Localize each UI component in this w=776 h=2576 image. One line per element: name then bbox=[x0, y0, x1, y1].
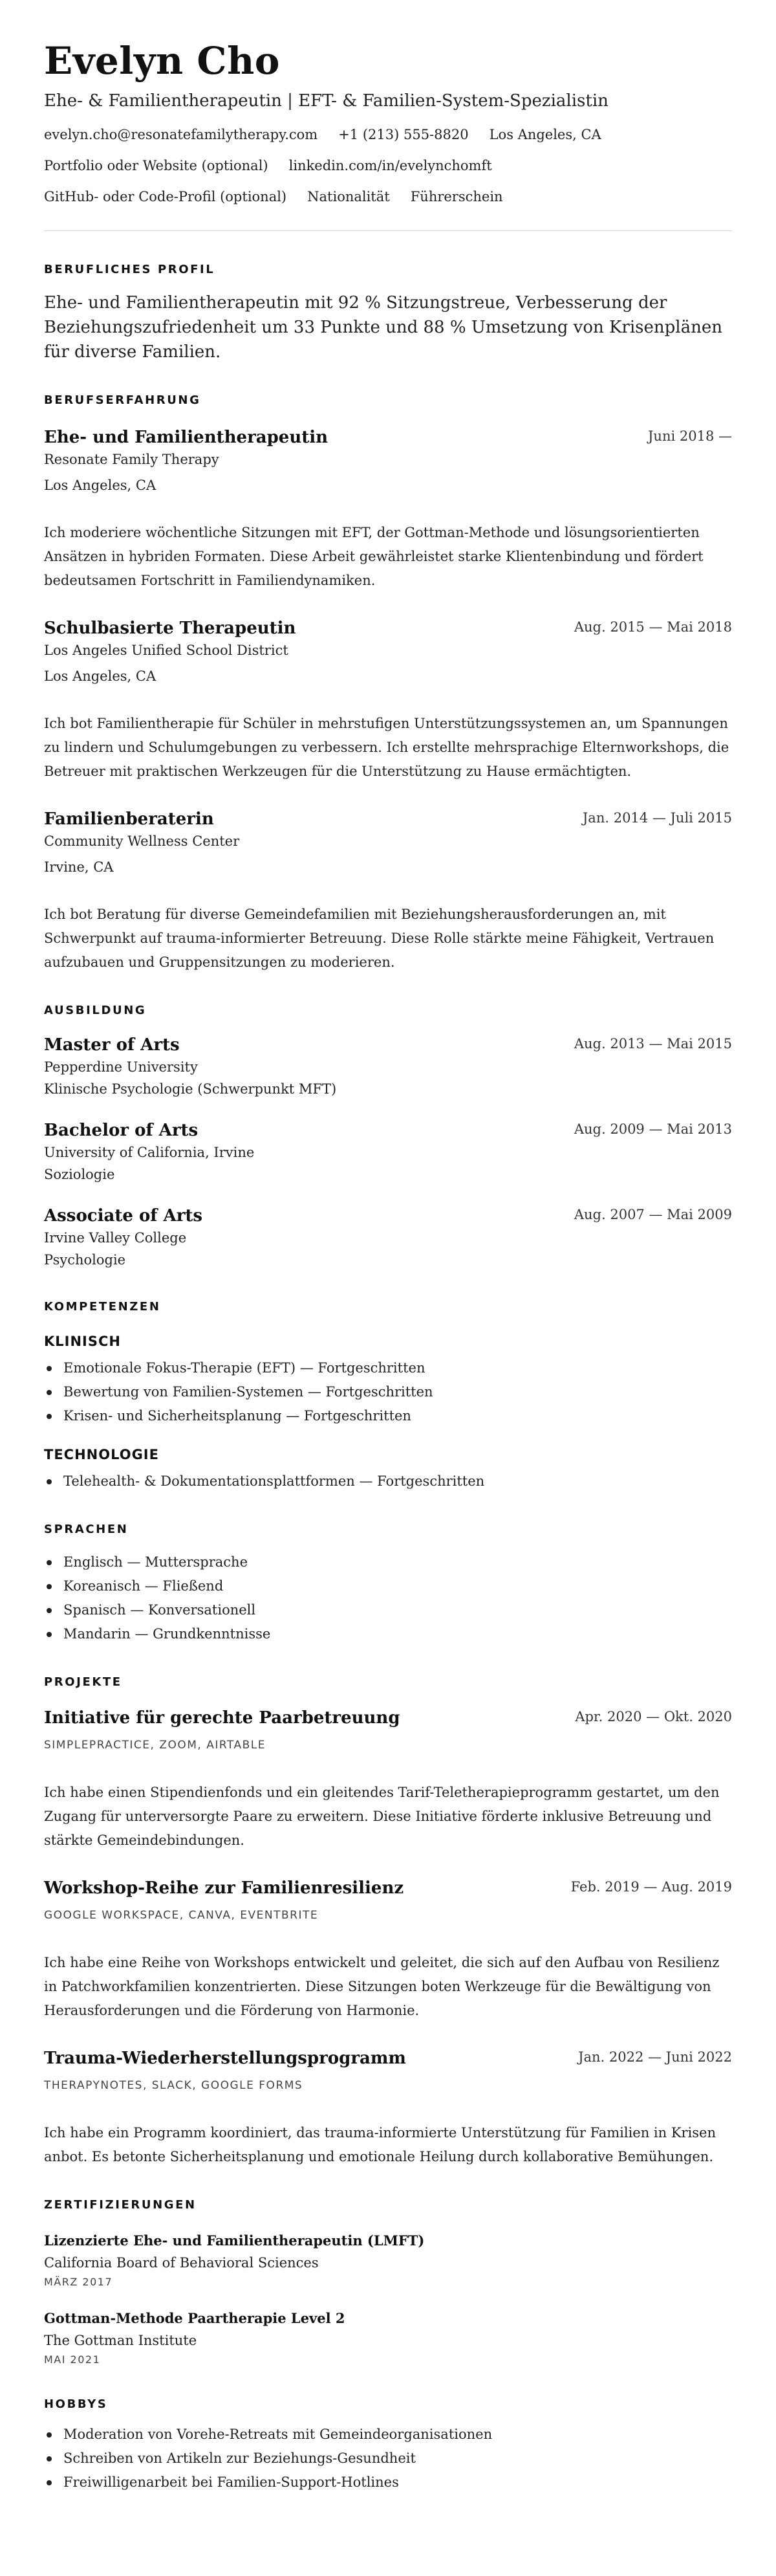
experience-role: Schulbasierte Therapeutin bbox=[44, 619, 296, 638]
skill-group-heading: KLINISCH bbox=[44, 1334, 121, 1349]
education-field: Klinische Psychologie (Schwerpunkt MFT) bbox=[44, 1081, 337, 1097]
language-item: Koreanisch — Fließend bbox=[44, 1574, 732, 1598]
resume-header bbox=[44, 38, 732, 206]
contact-linkedin[interactable]: linkedin.com/in/evelynchomft bbox=[288, 158, 492, 173]
education-school: Pepperdine University bbox=[44, 1059, 198, 1075]
contact-row-2 bbox=[44, 157, 732, 175]
hobby-item: Schreiben von Artikeln zur Beziehungs-Gesundheit bbox=[44, 2447, 732, 2471]
certification-date: MAI 2021 bbox=[44, 2353, 101, 2366]
experience-org: Community Wellness Center bbox=[44, 833, 240, 849]
education-dates: Aug. 2007 — Mai 2009 bbox=[574, 1207, 732, 1222]
education-field: Soziologie bbox=[44, 1167, 115, 1182]
contact-github[interactable]: GitHub- oder Code-Profil (optional) bbox=[44, 189, 287, 204]
education-section-title: AUSBILDUNG bbox=[44, 1004, 147, 1017]
project-entry bbox=[44, 2047, 732, 2169]
project-dates: Feb. 2019 — Aug. 2019 bbox=[570, 1879, 732, 1895]
experience-location: Irvine, CA bbox=[44, 859, 114, 875]
certification-entry bbox=[44, 2307, 732, 2368]
language-item: Mandarin — Grundkenntnisse bbox=[44, 1622, 732, 1646]
contact-row-3 bbox=[44, 188, 732, 206]
contact-phone[interactable]: +1 (213) 555-8820 bbox=[338, 127, 469, 142]
education-entry bbox=[44, 1205, 732, 1271]
header-divider bbox=[44, 230, 732, 231]
headline: Ehe- & Familientherapeutin | EFT- & Familien-System-Spezialistin bbox=[44, 91, 609, 111]
education-dates: Aug. 2013 — Mai 2015 bbox=[574, 1036, 732, 1051]
skill-item: Telehealth- & Dokumentationsplattformen — Fortgeschritten bbox=[44, 1470, 732, 1493]
experience-org: Los Angeles Unified School District bbox=[44, 643, 288, 658]
project-name: Trauma-Wiederherstellungsprogramm bbox=[44, 2049, 406, 2068]
experience-org: Resonate Family Therapy bbox=[44, 452, 219, 467]
experience-description: Ich bot Beratung für diverse Gemeindefamilien mit Beziehungsherausforderungen an, mit Schwerpunkt auf trauma-informierter Betreuung. Diese Rolle stärkte meine Fähigkeit, Vertrauen aufzubauen und Gruppensitzungen zu moderieren. bbox=[44, 907, 715, 970]
certification-issuer: California Board of Behavioral Sciences bbox=[44, 2255, 319, 2271]
languages-section bbox=[44, 1522, 732, 1646]
education-degree: Master of Arts bbox=[44, 1035, 180, 1055]
skill-list bbox=[44, 1356, 732, 1428]
languages-section-title: SPRACHEN bbox=[44, 1523, 129, 1536]
project-description: Ich habe ein Programm koordiniert, das trauma-informierte Unterstützung für Familien in Krisen anbot. Es betonte Sicherheitsplanung und emotionale Heilung durch kollaborative Bemühungen. bbox=[44, 2125, 717, 2164]
profile-summary: Ehe- und Familientherapeutin mit 92 % Sitzungstreue, Verbesserung der Beziehungszufriedenheit um 33 Punkte und 88 % Umsetzung von Krisenplänen für diverse Familien. bbox=[44, 293, 722, 362]
project-tools: THERAPYNOTES, SLACK, GOOGLE FORMS bbox=[44, 2079, 303, 2092]
contact-row-1 bbox=[44, 126, 732, 144]
experience-role: Familienberaterin bbox=[44, 809, 214, 829]
contact-nationality: Nationalität bbox=[307, 189, 390, 204]
project-name: Initiative für gerechte Paarbetreuung bbox=[44, 1708, 400, 1728]
hobbies-section bbox=[44, 2397, 732, 2494]
project-description: Ich habe einen Stipendienfonds und ein gleitendes Tarif-Teletherapieprogramm gestartet, um den Zugang für unterversorgte Paare zu erweitern. Diese Initiative förderte inklusive Betreuung und stärkte Gemeindebindungen. bbox=[44, 1785, 720, 1848]
skill-item: Emotionale Fokus-Therapie (EFT) — Fortgeschritten bbox=[44, 1356, 732, 1380]
education-field: Psychologie bbox=[44, 1252, 126, 1268]
contact-email[interactable]: evelyn.cho@resonatefamilytherapy.com bbox=[44, 127, 318, 142]
project-tools: GOOGLE WORKSPACE, CANVA, EVENTBRITE bbox=[44, 1909, 319, 1922]
experience-dates: Juni 2018 — bbox=[648, 428, 732, 444]
hobby-list bbox=[44, 2423, 732, 2494]
project-tools: SIMPLEPRACTICE, ZOOM, AIRTABLE bbox=[44, 1739, 266, 1752]
certification-entry bbox=[44, 2230, 732, 2291]
project-name: Workshop-Reihe zur Familienresilienz bbox=[44, 1878, 404, 1898]
project-dates: Apr. 2020 — Okt. 2020 bbox=[575, 1709, 732, 1724]
certification-date: MÄRZ 2017 bbox=[44, 2276, 113, 2288]
education-dates: Aug. 2009 — Mai 2013 bbox=[574, 1121, 732, 1137]
skill-group-heading: TECHNOLOGIE bbox=[44, 1447, 159, 1462]
experience-description: Ich bot Familientherapie für Schüler in mehrstufigen Unterstützungssystemen an, um Spannungen zu lindern und Schulumgebungen zu verbessern. Ich erstellte mehrsprachige Elternworkshops, die Betreuer mit praktischen Werkzeugen für die Unterstützung zu Hause ermächtigten. bbox=[44, 716, 729, 779]
experience-dates: Aug. 2015 — Mai 2018 bbox=[574, 619, 732, 635]
education-entry bbox=[44, 1034, 732, 1100]
education-degree: Bachelor of Arts bbox=[44, 1121, 199, 1140]
education-entry bbox=[44, 1119, 732, 1185]
skills-section bbox=[44, 1299, 732, 1493]
experience-location: Los Angeles, CA bbox=[44, 478, 156, 493]
skill-list bbox=[44, 1470, 732, 1493]
hobby-item: Freiwilligenarbeit bei Familien-Support-Hotlines bbox=[44, 2471, 732, 2494]
experience-entry bbox=[44, 617, 732, 784]
experience-entry bbox=[44, 426, 732, 593]
experience-description: Ich moderiere wöchentliche Sitzungen mit EFT, der Gottman-Methode und lösungsorientierten Ansätzen in hybriden Formaten. Diese Arbeit gewährleistet starke Klientenbindung und fördert bedeutsamen Fortschritt in Familiendynamiken. bbox=[44, 525, 704, 588]
education-section bbox=[44, 1003, 732, 1271]
education-school: Irvine Valley College bbox=[44, 1230, 187, 1246]
hobby-item: Moderation von Vorehe-Retreats mit Gemeindeorganisationen bbox=[44, 2423, 732, 2447]
experience-entry bbox=[44, 808, 732, 974]
experience-location: Los Angeles, CA bbox=[44, 668, 156, 684]
skills-section-title: KOMPETENZEN bbox=[44, 1300, 161, 1314]
experience-section-title: BERUFSERFAHRUNG bbox=[44, 393, 201, 407]
contact-location: Los Angeles, CA bbox=[489, 127, 601, 142]
contact-drivers-license: Führerschein bbox=[410, 189, 503, 204]
skill-item: Bewertung von Familien-Systemen — Fortgeschritten bbox=[44, 1380, 732, 1404]
certifications-section bbox=[44, 2197, 732, 2368]
certification-name: Gottman-Methode Paartherapie Level 2 bbox=[44, 2310, 345, 2326]
certifications-section-title: ZERTIFIZIERUNGEN bbox=[44, 2198, 197, 2212]
education-school: University of California, Irvine bbox=[44, 1145, 255, 1160]
projects-section bbox=[44, 1675, 732, 2169]
skill-item: Krisen- und Sicherheitsplanung — Fortgeschritten bbox=[44, 1404, 732, 1428]
project-description: Ich habe eine Reihe von Workshops entwickelt und geleitet, die sich auf den Aufbau von Resilienz in Patchworkfamilien konzentrierten. Diese Sitzungen boten Werkzeuge für die Bewältigung von Herausforderungen und die Förderung von Harmonie. bbox=[44, 1955, 720, 2018]
certification-name: Lizenzierte Ehe- und Familientherapeutin (LMFT) bbox=[44, 2232, 425, 2249]
experience-role: Ehe- und Familientherapeutin bbox=[44, 428, 329, 447]
candidate-name: Evelyn Cho bbox=[44, 39, 280, 83]
hobbies-section-title: HOBBYS bbox=[44, 2397, 108, 2411]
language-list bbox=[44, 1550, 732, 1646]
education-degree: Associate of Arts bbox=[44, 1206, 203, 1226]
project-entry bbox=[44, 1707, 732, 1853]
experience-section bbox=[44, 393, 732, 974]
certification-issuer: The Gottman Institute bbox=[44, 2333, 197, 2348]
contact-portfolio[interactable]: Portfolio oder Website (optional) bbox=[44, 158, 268, 173]
projects-section-title: PROJEKTE bbox=[44, 1675, 122, 1689]
profile-section-title: BERUFLICHES PROFIL bbox=[44, 263, 215, 276]
experience-dates: Jan. 2014 — Juli 2015 bbox=[582, 810, 732, 826]
language-item: Spanisch — Konversationell bbox=[44, 1598, 732, 1622]
profile-section bbox=[44, 262, 732, 364]
project-entry bbox=[44, 1877, 732, 2023]
project-dates: Jan. 2022 — Juni 2022 bbox=[578, 2049, 732, 2065]
language-item: Englisch — Muttersprache bbox=[44, 1550, 732, 1574]
